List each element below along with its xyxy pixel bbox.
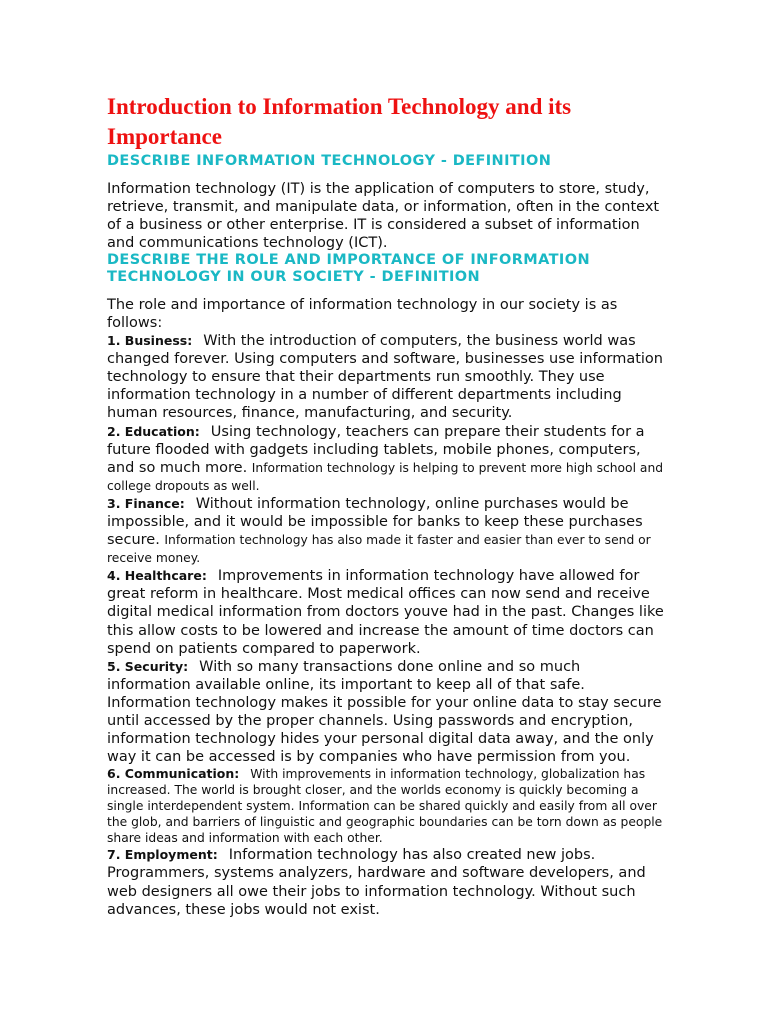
list-item-finance	[107, 495, 667, 567]
item-label: 6. Communication:	[107, 766, 240, 782]
item-text: Without information technology, online purchases would be impossible, and it would be impossible for banks to keep these purchases secure.	[107, 495, 643, 549]
item-label: 4. Healthcare:	[107, 568, 207, 584]
page-title: Introduction to Information Technology and its Importance	[107, 94, 572, 149]
item-label: 5. Security:	[107, 658, 189, 674]
item-tail-text: Information technology is helping to prevent more high school and college dropouts as well.	[107, 460, 664, 493]
item-text: With improvements in information technology, globalization has increased. The world is brought closer, and the worlds economy is quickly becoming a single interdependent system. Information can be shared quickly and easily from all over the glob, and barriers of linguistic and geographic boundaries can be torn down as people share ideas and information with each other.	[107, 767, 663, 846]
item-text: Improvements in information technology have allowed for great reform in healthcare. Most medical offices can now send and receive digital medical information from doctors youve had in the past. Changes like this allow costs to be lowered and increase the amount of time doctors can spend on patients compared to paperwork.	[107, 568, 664, 657]
item-text: With so many transactions done online and so much information available online, its important to keep all of that safe. Information technology makes it possible for your online data to stay secure until accessed by the proper channels. Using passwords and encryption, information technology hides your personal digital data away, and the only way it can be accessed is by companies who have permission from you.	[107, 658, 662, 766]
list-item-communication	[107, 766, 667, 846]
document-page	[107, 92, 667, 919]
item-label: 1. Business:	[107, 333, 193, 349]
item-text: Using technology, teachers can prepare their students for a future flooded with gadgets including tablets, mobile phones, computers, and so much more.	[107, 423, 645, 476]
item-text: Information technology has also created new jobs. Programmers, systems analyzers, hardware and software developers, and web designers all owe their jobs to information technology. Without such advances, these jobs would not exist.	[107, 847, 646, 918]
item-label: 3. Finance:	[107, 495, 185, 511]
item-tail-text: Information technology has also made it faster and easier than ever to send or receive money.	[107, 533, 651, 566]
heading-definition: DESCRIBE INFORMATION TECHNOLOGY - DEFINITION	[107, 153, 552, 169]
role-intro-paragraph: The role and importance of information technology in our society is as follows:	[107, 296, 618, 331]
item-label: 2. Education:	[107, 423, 200, 439]
list-item-healthcare	[107, 567, 667, 657]
list-item-employment	[107, 846, 667, 918]
list-item-security	[107, 658, 667, 767]
definition-paragraph: Information technology (IT) is the application of computers to store, study, retrieve, transmit, and manipulate data, or information, often in the context of a business or other enterprise. IT is considered a subset of information and communications technology (ICT).	[107, 180, 660, 251]
list-item-business	[107, 332, 667, 422]
item-label: 7. Employment:	[107, 847, 218, 863]
item-text: With the introduction of computers, the business world was changed forever. Using computers and software, businesses use information technology to ensure that their departments run smoothly. They use information technology in a number of different departments including human resources, finance, manufacturing, and security.	[107, 333, 663, 422]
list-item-education	[107, 423, 667, 495]
heading-role-importance: DESCRIBE THE ROLE AND IMPORTANCE OF INFORMATION TECHNOLOGY IN OUR SOCIETY - DEFINITION	[107, 251, 590, 286]
